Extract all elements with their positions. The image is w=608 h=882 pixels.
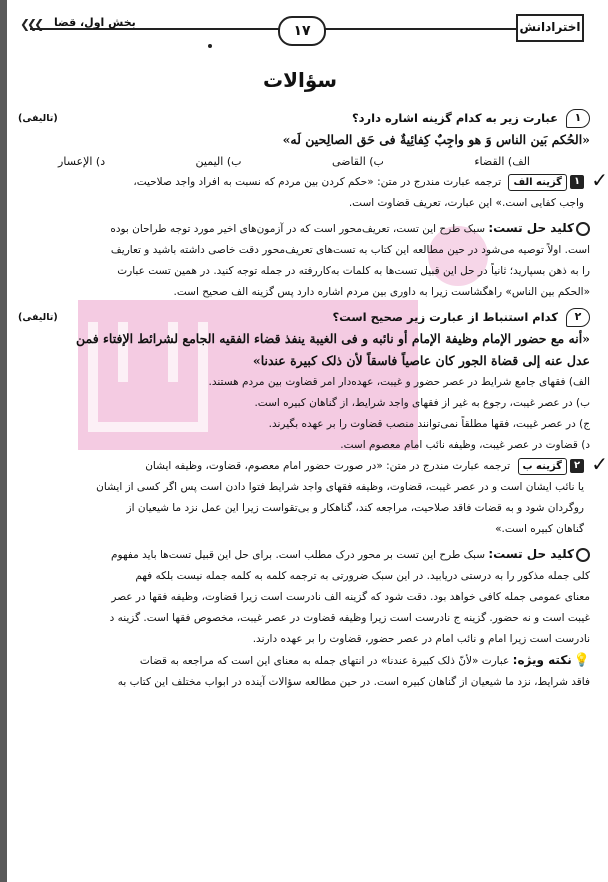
answer-1-label: گزینه الف	[508, 174, 567, 191]
option-a: الف) فقهای جامع شرایط در عصر حضور و غیبت، عهده‌دار امر قضاوت بین مردم هستند.	[208, 376, 590, 388]
note	[18, 650, 590, 693]
brand-logo: اخترادانش	[516, 14, 584, 42]
key-1-text-2: است. اولاً توصیه می‌شود در حین مطالعه این کتاب به تست‌های تعریف‌محور دقت خاصی داشته باشید و تعاریف	[110, 244, 590, 256]
checkmark-icon: ✓	[591, 452, 608, 476]
option-d: د) قضاوت در عصر غیبت، وظیفه نائب امام معصوم است.	[340, 439, 590, 451]
question-1-tag: (تالیفی)	[18, 113, 58, 124]
key-2-text-2: کلی جمله مذکور را به درستی دریابید. در این سبک ضرورتی به ترجمه کلمه به کلمه جمله نیست بلکه فهم	[135, 570, 590, 582]
question-2-arabic-2: عدل عنه إلی قضاة الجور کان عاصیاً فاسقاً لأن ذلک کبیرة عندنا»	[252, 353, 590, 368]
question-2-arabic-1: «أنه مع حضور الإمام وظیفة الإمام أو نائبه و فی الغیبة ینفذ قضاء الفقیه الجامع لشرائط الإفتاء فمن	[75, 331, 590, 346]
option-b: ب) القاضی	[331, 155, 384, 168]
key-2	[18, 544, 590, 650]
answer-2-label: گزینه ب	[518, 458, 567, 475]
question-1-text: عبارت زیر به کدام گزینه اشاره دارد؟	[351, 111, 558, 125]
question-bubble-icon: ۲	[566, 308, 590, 327]
key-2-text: سبک طرح این تست بر محور درک مطلب است. برای حل این قبیل تست‌ها باید مفهوم	[111, 549, 486, 561]
key-icon	[576, 548, 590, 562]
question-2-tag: (تالیفی)	[18, 312, 58, 323]
ink-dot	[208, 44, 212, 48]
key-2-text-4: غیبت است و نه حضور. گزینه ج نادرست است زیرا وظیفه قضاوت در عصر غیبت، مخصوص فقها است. گزینه د	[109, 612, 590, 624]
answer-2-number: ۲	[570, 459, 584, 473]
header-section-title: بخش اول، قضا	[54, 16, 136, 29]
question-2-text: کدام استنباط از عبارت زیر صحیح است؟	[332, 310, 558, 324]
key-1-label: کلید حل تست:	[488, 221, 574, 235]
key-1-text-4: «الحکم بین الناس» راهگشاست زیرا به داوری بین مردم اشاره دارد پس گزینه الف صحیح است.	[173, 286, 590, 298]
question-1-options	[18, 151, 590, 172]
note-text: عبارت «لأنّ ذلک کبیرة عندنا» در انتهای جمله به معنای این است که مراجعه به قضات	[139, 655, 510, 667]
key-1-text-3: را به ذهن بسپارید؛ ثانیاً در حل این قبیل تست‌ها به کلمات به‌کاررفته در جمله توجه کنید. در همین تست عبارت	[117, 265, 590, 277]
answer-2-text: ترجمه عبارت مندرج در متن: «در صورت حضور امام معصوم، قضاوت، وظیفه ایشان	[145, 460, 511, 472]
key-1	[18, 218, 590, 303]
option-c: ب) الیمین	[195, 155, 242, 168]
key-1-text: سبک طرح این تست، تعریف‌محور است که در آزمون‌های اخیر مورد توجه طراحان بوده	[110, 223, 486, 235]
option-a: الف) القضاء	[474, 155, 530, 168]
question-1-arabic: «الحُکم بَین الناس وَ هو واجِبٌ کِفائِیةٌ فی حَق الصالِحین لَه»	[282, 132, 590, 147]
answer-1-text-cont: واجب کفایی است.» این عبارت، تعریف قضاوت است.	[348, 197, 584, 209]
answer-1-text: ترجمه عبارت مندرج در متن: «حکم کردن بین مردم که نسبت به افراد واجد صلاحیت،	[133, 176, 502, 188]
answer-2-text-4: گناهان کبیره است.»	[495, 523, 584, 535]
answer-1-number: ۱	[570, 175, 584, 189]
chevron-arrows-icon: ❮❮❮	[20, 17, 42, 31]
checkmark-icon: ✓	[591, 168, 608, 192]
answer-2	[18, 452, 608, 540]
answer-2-text-3: روگردان شود و به قضات فاقد صلاحیت، مراجعه کند، گناهکار و بی‌تقواست زیرا این عمل نزد ما شیعیان از	[126, 502, 584, 514]
key-2-text-3: معنای عمومی جمله کافی خواهد بود. دقت شود که گزینه الف نادرست است زیرا قضاوت، وظیفه فقها در عصر	[111, 591, 590, 603]
note-text-2: فاقد شرایط، نزد ما شیعیان از گناهان کبیره است. در حین مطالعه سؤالات آینده در ابواب مختلف این کتاب به	[117, 676, 590, 688]
content	[18, 108, 608, 693]
answer-1	[18, 168, 608, 214]
page-title: سؤالات	[262, 68, 338, 92]
key-2-label: کلید حل تست:	[488, 547, 574, 561]
question-bubble-icon: ۱	[566, 109, 590, 128]
question-2-heading	[18, 307, 590, 328]
key-icon	[576, 222, 590, 236]
option-d: د) الإعسار	[58, 155, 106, 168]
question-1-heading	[18, 108, 590, 129]
lightbulb-icon: 💡	[573, 653, 590, 668]
note-label: نکته ویژه:	[512, 653, 572, 667]
answer-2-text-2: یا نائب ایشان است و در عصر غیبت، قضاوت، وظیفه فقهای واجد شرایط فتوا دادن است پس اگر کسی از ایشان	[96, 481, 584, 493]
option-c: ج) در عصر غیبت، فقها مطلقاً نمی‌توانند منصب قضاوت را بر عهده بگیرند.	[268, 418, 590, 430]
key-2-text-5: نادرست است زیرا امام و نائب امام در عصر حضور، قضاوت را بر عهده دارند.	[252, 633, 590, 645]
binding-strip	[0, 0, 7, 882]
page-number: ۱۷	[278, 16, 326, 46]
option-b: ب) در عصر غیبت، رجوع به غیر از فقهای واجد شرایط، از گناهان کبیره است.	[254, 397, 590, 409]
